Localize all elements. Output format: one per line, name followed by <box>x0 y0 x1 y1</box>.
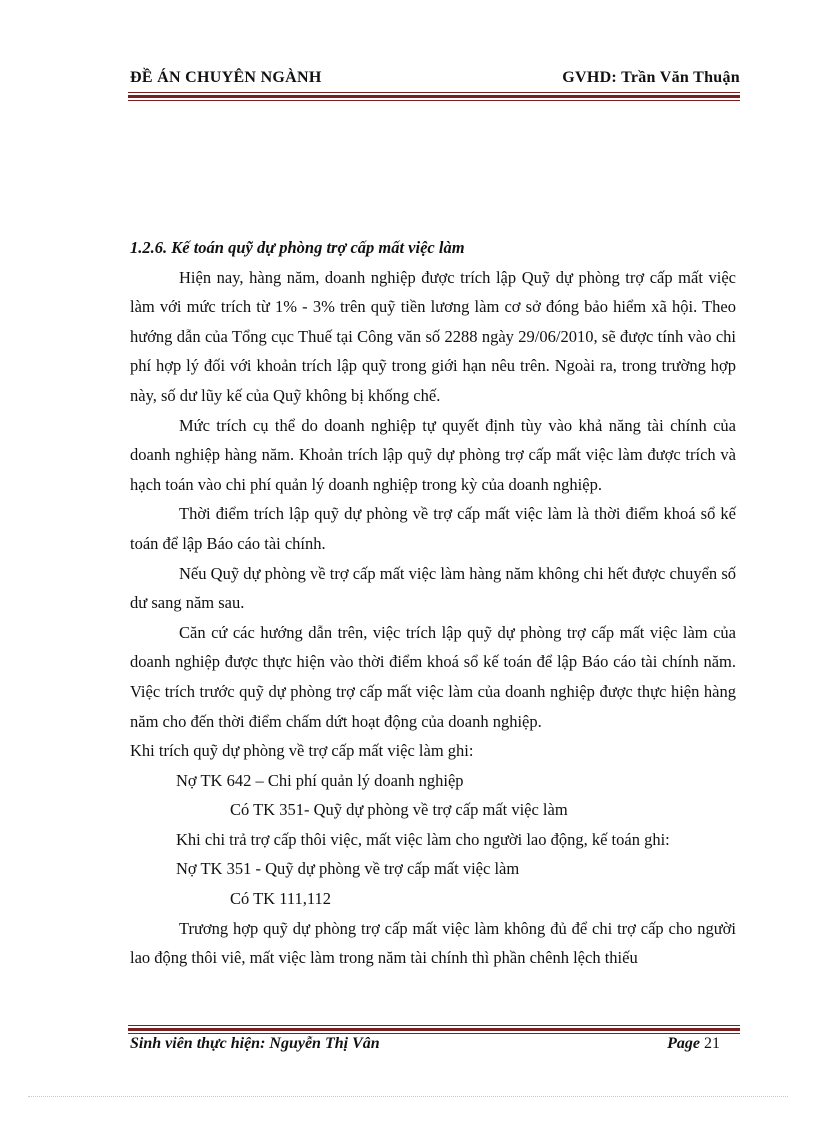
paragraph-3: Thời điểm trích lập quỹ dự phòng về trợ cấp mất việc làm là thời điểm khoá sổ kế toán để lập Báo cáo tài chính. <box>130 504 736 553</box>
header-title: ĐỀ ÁN CHUYÊN NGÀNH <box>130 69 322 86</box>
footer-rule-thin-bottom <box>128 1033 740 1034</box>
paragraph-last: Trương hợp quỹ dự phòng trợ cấp mất việc làm không đủ để chi trợ cấp cho người lao động thôi viê, mất việc làm trong năm tài chính thì phần chênh lệch thiếu <box>130 918 736 968</box>
paragraph-5: Căn cứ các hướng dẫn trên, việc trích lập quỹ dự phòng trợ cấp mất việc làm của doanh nghiệp được thực hiện vào thời điểm khoá sổ kế toán để lập Báo cáo tài chính năm. Việc trích trước quỹ dự phòng trợ cấp mất việc làm của doanh nghiệp được thực hiện hàng năm cho đến thời điểm chấm dứt hoạt động của doanh nghiệp. <box>130 622 736 731</box>
entry-intro: Khi trích quỹ dự phòng về trợ cấp mất việc làm ghi: <box>130 741 474 761</box>
paragraph-4: Nếu Quỹ dự phòng về trợ cấp mất việc làm hàng năm không chi hết được chuyển số dư sang năm sau. <box>130 563 736 613</box>
header-rule <box>128 92 740 103</box>
credit-entry-1: Có TK 351- Quỹ dự phòng về trợ cấp mất việc làm <box>230 800 568 820</box>
footer-student: Sinh viên thực hiện: Nguyễn Thị Vân <box>130 1035 380 1052</box>
footer-page-number: 21 <box>704 1035 720 1052</box>
paragraph-1: Hiện nay, hàng năm, doanh nghiệp được trích lập Quỹ dự phòng trợ cấp mất việc làm với mức trích từ 1% - 3% trên quỹ tiền lương làm cơ sở đóng bảo hiểm xã hội. Theo hướng dẫn của Tổng cục Thuế tại Công văn số 2288 ngày 29/06/2010, sẽ được tính vào chi phí hợp lý đối với khoản trích lập quỹ trong giới hạn nêu trên. Ngoài ra, trong trường hợp này, số dư lũy kế của Quỹ không bị khống chế. <box>130 267 736 405</box>
pay-intro: Khi chi trả trợ cấp thôi việc, mất việc làm cho người lao động, kế toán ghi: <box>176 829 670 849</box>
page-bottom-dotted-line <box>28 1096 788 1097</box>
page-body <box>130 233 736 973</box>
debit-entry-2: Nợ TK 351 - Quỹ dự phòng về trợ cấp mất việc làm <box>176 859 520 879</box>
debit-entry-1: Nợ TK 642 – Chi phí quản lý doanh nghiệp <box>176 770 464 790</box>
footer-rule-thick <box>128 1028 740 1031</box>
header-rule-thin-bottom <box>128 100 740 101</box>
header-advisor: GVHD: Trần Văn Thuận <box>562 69 740 86</box>
section-heading: 1.2.6. Kế toán quỹ dự phòng trợ cấp mất việc làm <box>130 238 465 257</box>
header-rule-thick <box>128 95 740 98</box>
header-rule-thin-top <box>128 92 740 93</box>
credit-entry-2: Có TK 111,112 <box>230 889 331 909</box>
footer-page <box>667 1035 720 1053</box>
footer-page-label: Page <box>667 1035 700 1052</box>
footer-rule-thin-top <box>128 1025 740 1026</box>
page-header <box>130 69 740 91</box>
paragraph-2: Mức trích cụ thể do doanh nghiệp tự quyết định tùy vào khả năng tài chính của doanh nghiệp hàng năm. Khoản trích lập quỹ dự phòng trợ cấp mất việc làm được trích và hạch toán vào chi phí quản lý doanh nghiệp trong kỳ của doanh nghiệp. <box>130 415 736 494</box>
page-footer <box>130 1035 720 1059</box>
